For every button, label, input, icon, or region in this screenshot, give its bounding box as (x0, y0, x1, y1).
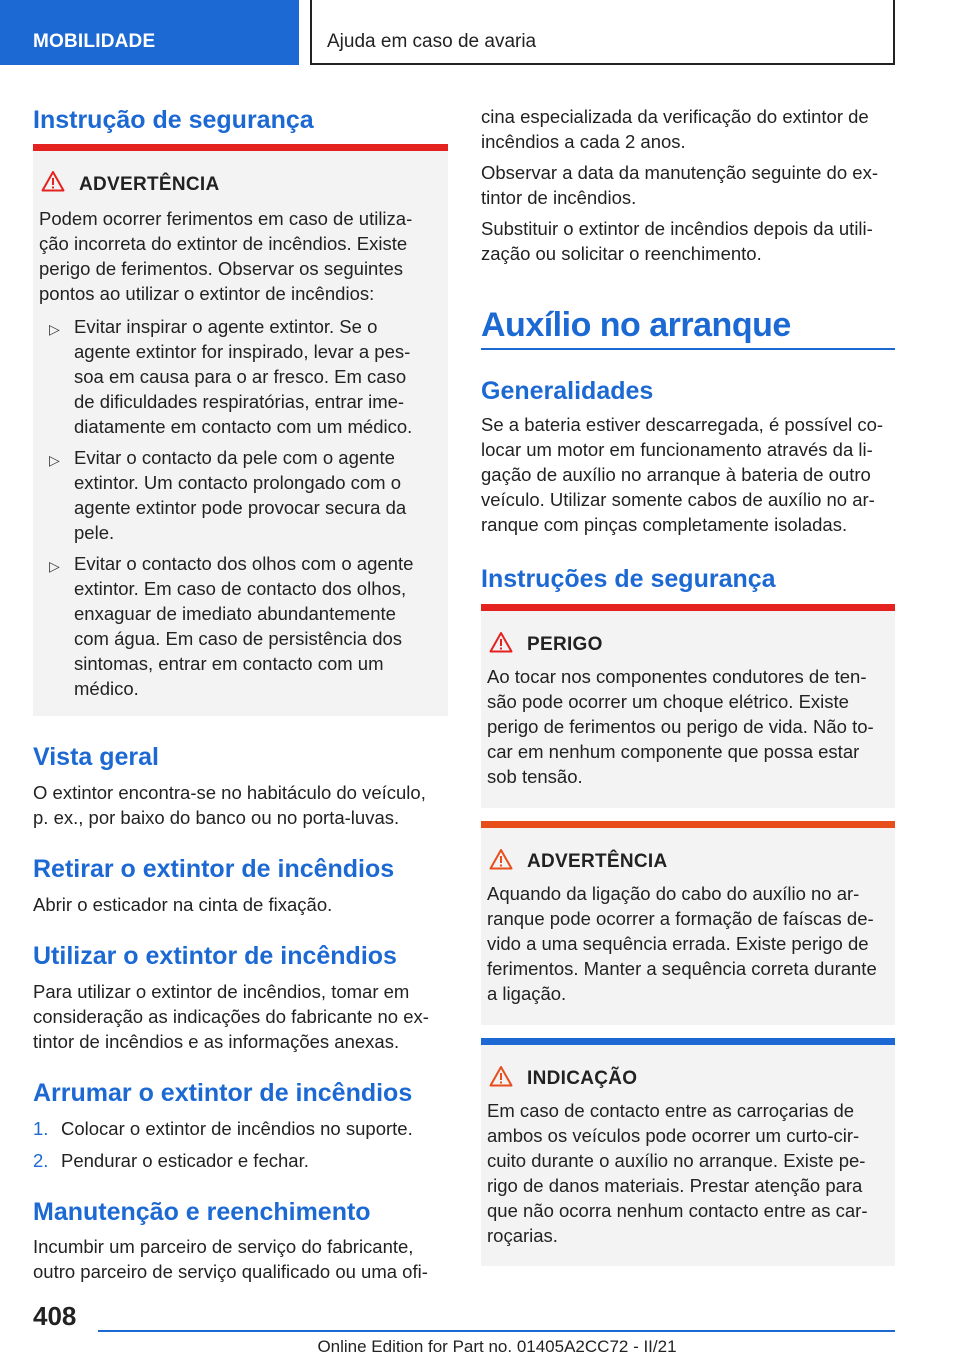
general-text: Se a bateria estiver descarregada, é possível co‐ locar um motor em funcionamento através da li‐ gação de auxílio no arranque à bateria de outro veículo. Utilizar somente cabos de auxílio no ar‐ ranque com pinças completamente isoladas. (481, 414, 884, 535)
warning-text: Aquando da ligação do cabo do auxílio no ar‐ ranque pode ocorrer a formação de faíscas de‐ vido a uma sequência errada. Existe perigo de ferimentos. Manter a sequência correta durante a ligação. (487, 883, 877, 1004)
step-text: Pendurar o esticador e fechar. (61, 1150, 309, 1171)
remove-title: Retirar o extintor de incêndios (33, 855, 395, 883)
footer-rule (98, 1330, 895, 1332)
bullet-icon: ▷ (49, 558, 60, 574)
warning-title: ADVERTÊNCIA (79, 174, 220, 195)
warning-bar (481, 821, 895, 828)
page-number: 408 (33, 1301, 77, 1331)
warning-triangle-icon (489, 631, 513, 653)
notice-triangle-icon (489, 1065, 513, 1087)
header-section-tab (0, 0, 299, 65)
maintenance-title: Manutenção e reenchimento (33, 1198, 371, 1226)
warning-triangle-icon (41, 170, 65, 192)
notice-text: Em caso de contacto entre as carroçarias de ambos os veículos pode ocorrer um curto-cir‐ cuito durante o auxílio no arranque. Existe pe‐ rigo de danos materiais. Prestar atenção para que não ocorra nenhum contacto entre as car‐ roçarias. (487, 1100, 868, 1246)
warning-box (33, 144, 448, 716)
maintenance-text-cont: cina especializada da verificação do extintor de incêndios a cada 2 anos. (481, 106, 869, 152)
list-item: Evitar inspirar o agente extintor. Se o agente extintor for inspirado, levar a pes‐ soa em causa para o ar fresco. Em caso de dificuldades respiratórias, entrar ime‐ diatamente em contacto com um médico. (74, 316, 413, 437)
step-text: Colocar o extintor de incêndios no suporte. (61, 1118, 413, 1139)
danger-bar (481, 604, 895, 611)
safety-instructions-title: Instruções de segurança (481, 565, 776, 593)
safety-instruction-title: Instrução de segurança (33, 106, 314, 134)
bullet-icon: ▷ (49, 452, 60, 468)
header-section-label: MOBILIDADE (33, 31, 156, 52)
list-item: Evitar o contacto dos olhos com o agente extintor. Em caso de contacto dos olhos, enxaguar de imediato abundantemente com água. Em caso de persistência dos sintomas, entrar em contacto com um médico. (74, 553, 414, 699)
jump-start-title: Auxílio no arranque (481, 306, 791, 344)
overview-title: Vista geral (33, 743, 160, 771)
danger-box (481, 604, 895, 808)
step-number: 2. (33, 1150, 49, 1171)
warning-title: ADVERTÊNCIA (527, 851, 668, 872)
maintenance-text: Incumbir um parceiro de serviço do fabricante, outro parceiro de serviço qualificado ou uma ofi‐ (33, 1236, 428, 1282)
maintenance-text-3: Substituir o extintor de incêndios depois da utili‐ zação ou solicitar o reenchimento. (481, 218, 873, 264)
danger-title: PERIGO (527, 634, 603, 655)
danger-text: Ao tocar nos componentes condutores de ten‐ são pode ocorrer um choque elétrico. Existe perigo de ferimentos ou perigo de vida. Não to‐ car em nenhum componente que possa estar sob tensão. (487, 666, 874, 787)
header-chapter-tab (310, 0, 895, 65)
bullet-icon: ▷ (49, 321, 60, 337)
warning-triangle-icon (489, 848, 513, 870)
header-chapter-label: Ajuda em caso de avaria (327, 31, 537, 52)
notice-box (481, 1038, 895, 1266)
overview-text: O extintor encontra-se no habitáculo do veículo, p. ex., por baixo do banco ou no porta-luvas. (33, 782, 426, 828)
step-number: 1. (33, 1118, 49, 1139)
warning-bar (33, 144, 448, 151)
notice-title: INDICAÇÃO (527, 1068, 638, 1089)
use-text: Para utilizar o extintor de incêndios, tomar em consideração as indicações do fabricante no ex‐ tintor de incêndios e as informações anexas. (33, 981, 429, 1052)
footer-edition: Online Edition for Part no. 01405A2CC72 - II/21 (317, 1337, 677, 1356)
list-item: Evitar o contacto da pele com o agente extintor. Um contacto prolongado com o agente extintor pode provocar secura da pele. (74, 447, 407, 543)
use-title: Utilizar o extintor de incêndios (33, 942, 397, 970)
maintenance-text-2: Observar a data da manutenção seguinte do ex‐ tintor de incêndios. (481, 162, 878, 208)
general-title: Generalidades (481, 377, 654, 405)
remove-text: Abrir o esticador na cinta de fixação. (33, 894, 333, 915)
notice-bar (481, 1038, 895, 1045)
warning-text: Podem ocorrer ferimentos em caso de utiliza‐ ção incorreta do extintor de incêndios. Existe perigo de ferimentos. Observar os seguintes pontos ao utilizar o extintor de incêndios: (39, 208, 413, 304)
store-title: Arrumar o extintor de incêndios (33, 1079, 413, 1107)
warning-box (481, 821, 895, 1025)
title-rule (481, 348, 895, 350)
